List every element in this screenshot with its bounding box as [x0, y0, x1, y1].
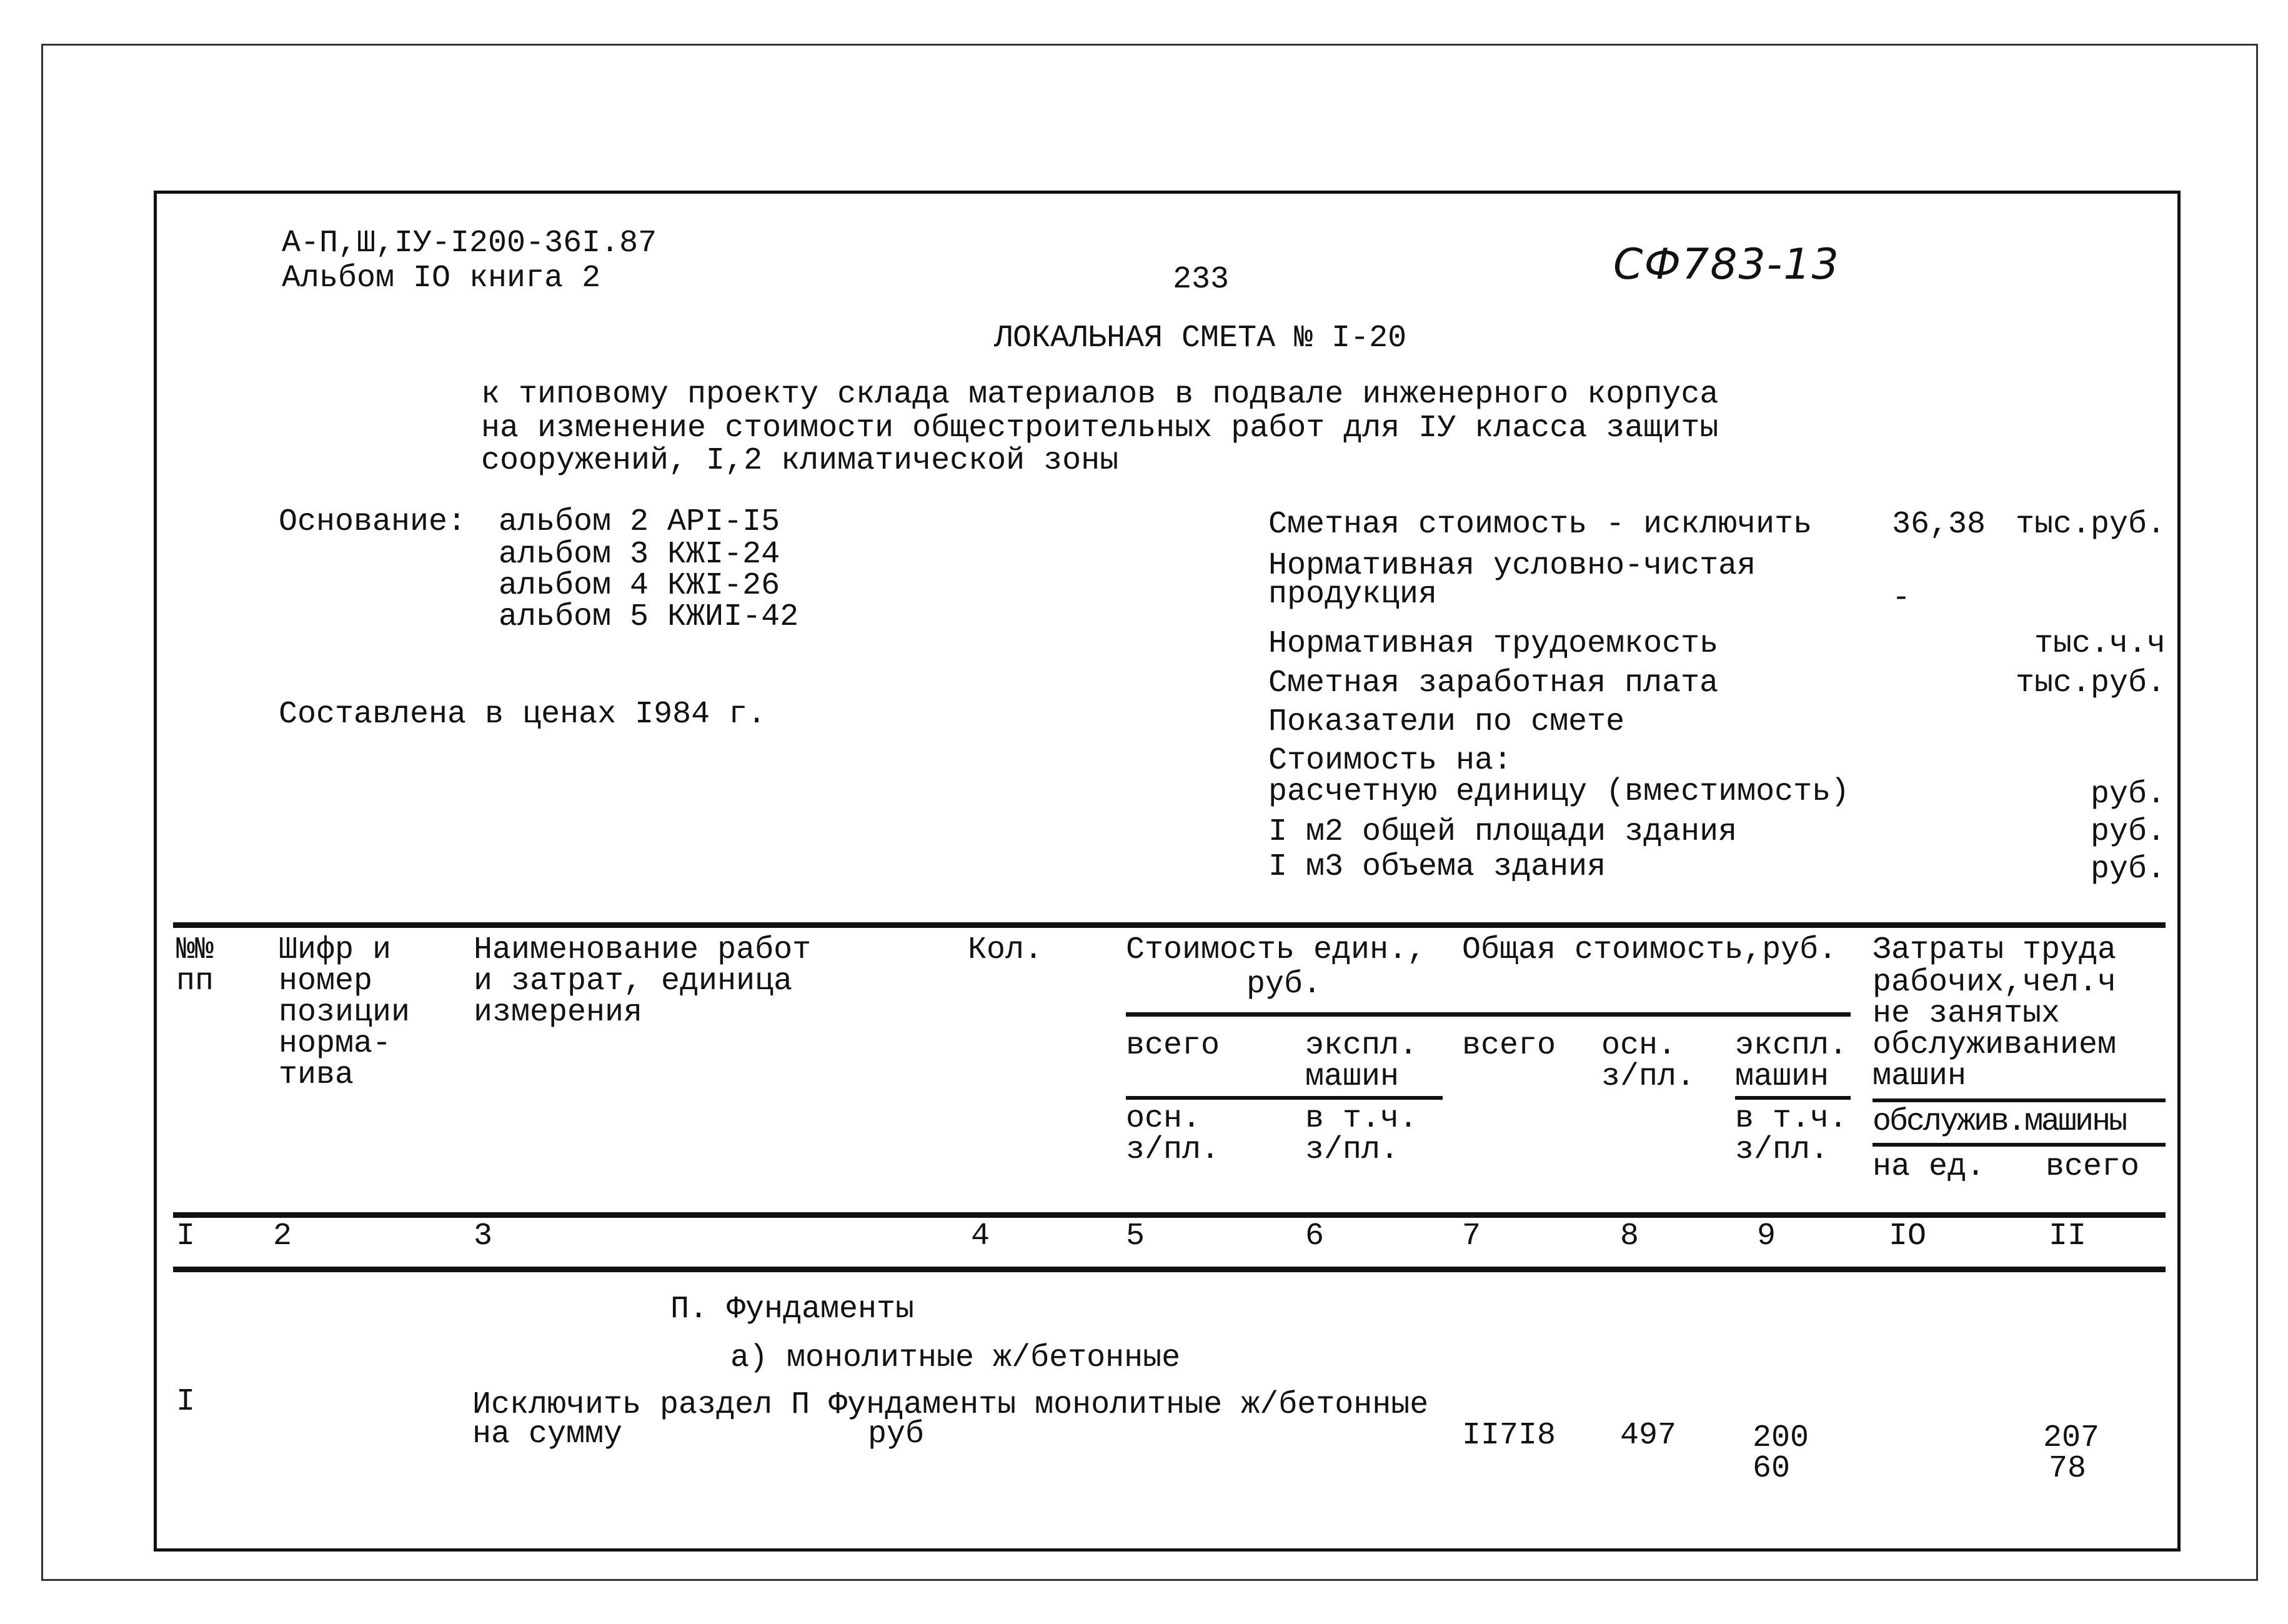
row-name: Исключить раздел П Фундаменты монолитные ж/бетонные — [472, 1387, 1429, 1423]
header-labor: рабочих,чел.ч — [1873, 965, 2117, 1000]
header-total-total: всего — [1462, 1028, 1556, 1064]
column-number: 4 — [971, 1218, 990, 1254]
header-total-machines: машин — [1735, 1059, 1829, 1095]
header-rule — [1873, 1098, 2166, 1102]
column-number: 9 — [1757, 1218, 1776, 1254]
summary-label: I м3 объема здания — [1268, 849, 1606, 885]
subsection-heading: а) монолитные ж/бетонные — [730, 1340, 1181, 1376]
row-labor-total-sub: 78 — [2049, 1451, 2087, 1487]
summary-unit: руб. — [2090, 777, 2166, 812]
summary-unit: тыс.руб. — [2015, 665, 2166, 701]
summary-label: Нормативная трудоемкость — [1268, 626, 1719, 662]
header-labor: не занятых — [1873, 996, 2061, 1032]
column-number: 6 — [1305, 1218, 1325, 1254]
column-number: 8 — [1620, 1218, 1639, 1254]
summary-label: I м2 общей площади здания — [1268, 814, 1738, 850]
basis-item: альбом 2 АРI-I5 — [499, 504, 780, 540]
description-line: к типовому проекту склада материалов в подвале инженерного корпуса — [481, 377, 1719, 412]
header-num: пп — [176, 964, 214, 999]
row-total: II7I8 — [1462, 1418, 1556, 1453]
summary-value: - — [1892, 580, 1911, 616]
header-total-cost: Общая стоимость,руб. — [1462, 932, 1838, 968]
row-machines: 200 — [1753, 1420, 1809, 1456]
summary-value: 36,38 — [1892, 507, 1986, 542]
row-wage: 497 — [1620, 1418, 1677, 1453]
header-code: номер — [279, 964, 373, 999]
header-unit-cost: руб. — [1246, 967, 1322, 1002]
description-line: сооружений, I,2 климатической зоны — [481, 443, 1119, 479]
basis-label: Основание: — [279, 504, 467, 540]
column-number: 3 — [474, 1218, 493, 1254]
header-labor: Затраты труда — [1873, 932, 2117, 968]
summary-label: Стоимость на: — [1268, 743, 1513, 779]
summary-label: Нормативная условно-чистая — [1268, 548, 1756, 584]
summary-label: Сметная заработная плата — [1268, 665, 1719, 701]
header-code: позиции — [279, 995, 410, 1030]
column-numbers-bottom-rule — [173, 1267, 2166, 1272]
column-numbers-top-rule — [173, 1212, 2166, 1218]
column-number: 7 — [1462, 1218, 1481, 1254]
prices-note: Составлена в ценах I984 г. — [279, 697, 767, 732]
header-qty: Кол. — [968, 932, 1043, 968]
header-code: Шифр и — [279, 932, 392, 968]
header-unit-total: всего — [1126, 1028, 1220, 1064]
description-line: на изменение стоимости общестроительных работ для IУ класса защиты — [481, 411, 1719, 446]
page-number: 233 — [1173, 262, 1230, 297]
column-number: 5 — [1126, 1218, 1145, 1254]
row-name: на сумму — [472, 1417, 623, 1452]
header-num: №№ — [176, 932, 214, 968]
summary-unit: тыс.руб. — [2015, 507, 2166, 542]
row-machines-wage: 60 — [1753, 1451, 1791, 1487]
column-number: II — [2049, 1218, 2087, 1254]
header-unit-machines: машин — [1305, 1059, 1400, 1095]
column-number: IO — [1889, 1218, 1927, 1254]
header-code: норма- — [279, 1026, 392, 1062]
section-heading: П. Фундаменты — [670, 1292, 915, 1327]
header-total-machines-wage: з/пл. — [1735, 1132, 1829, 1168]
column-number: 2 — [273, 1218, 292, 1254]
header-unit-cost: Стоимость един., — [1126, 932, 1426, 968]
header-labor-per-unit: на ед. — [1873, 1149, 1986, 1185]
header-name: Наименование работ — [474, 932, 812, 968]
header-unit-machines: экспл. — [1305, 1028, 1418, 1064]
row-labor-total: 207 — [2043, 1420, 2100, 1456]
summary-label: расчетную единицу (вместимость) — [1268, 774, 1850, 810]
header-labor-service: обслужив.машины — [1873, 1104, 2126, 1140]
document-code: А-П,Ш,IУ-I200-36I.87 — [282, 226, 657, 261]
document-title: ЛОКАЛЬНАЯ СМЕТА № I-20 — [994, 321, 1407, 356]
summary-unit: руб. — [2090, 814, 2166, 850]
basis-item: альбом 5 КЖИI-42 — [499, 599, 799, 635]
handwritten-stamp: СФ783-13 — [1613, 240, 1840, 289]
header-rule — [1126, 1012, 1851, 1017]
basis-item: альбом 4 КЖI-26 — [499, 568, 780, 604]
header-unit-wage: з/пл. — [1126, 1132, 1220, 1168]
summary-label: Показатели по смете — [1268, 704, 1625, 740]
summary-label: Сметная стоимость - исключить — [1268, 507, 1813, 542]
header-total-wage: з/пл. — [1601, 1059, 1696, 1095]
header-code: тива — [279, 1057, 354, 1093]
header-name: и затрат, единица — [474, 964, 793, 999]
basis-item: альбом 3 КЖI-24 — [499, 537, 780, 572]
header-labor-total: всего — [2046, 1149, 2140, 1185]
header-rule — [1873, 1143, 2166, 1147]
header-unit-machines-wage: в т.ч. — [1305, 1101, 1418, 1137]
header-total-wage: осн. — [1601, 1028, 1677, 1064]
header-labor: обслуживанием — [1873, 1027, 2117, 1063]
row-unit: руб — [868, 1417, 925, 1452]
header-rule — [1126, 1096, 1443, 1100]
header-labor: машин — [1873, 1059, 1967, 1094]
header-unit-machines-wage: з/пл. — [1305, 1132, 1400, 1168]
header-rule — [1735, 1096, 1851, 1100]
summary-unit: руб. — [2090, 852, 2166, 887]
header-unit-wage: осн. — [1126, 1101, 1201, 1137]
summary-unit: тыс.ч.ч — [2034, 626, 2166, 662]
column-number: I — [176, 1218, 196, 1254]
summary-label: продукция — [1268, 577, 1438, 612]
header-name: измерения — [474, 995, 643, 1030]
table-top-rule — [173, 922, 2166, 928]
row-number: I — [176, 1384, 196, 1420]
header-total-machines-wage: в т.ч. — [1735, 1101, 1848, 1137]
album-reference: Альбом IO книга 2 — [282, 261, 601, 296]
header-total-machines: экспл. — [1735, 1028, 1848, 1064]
